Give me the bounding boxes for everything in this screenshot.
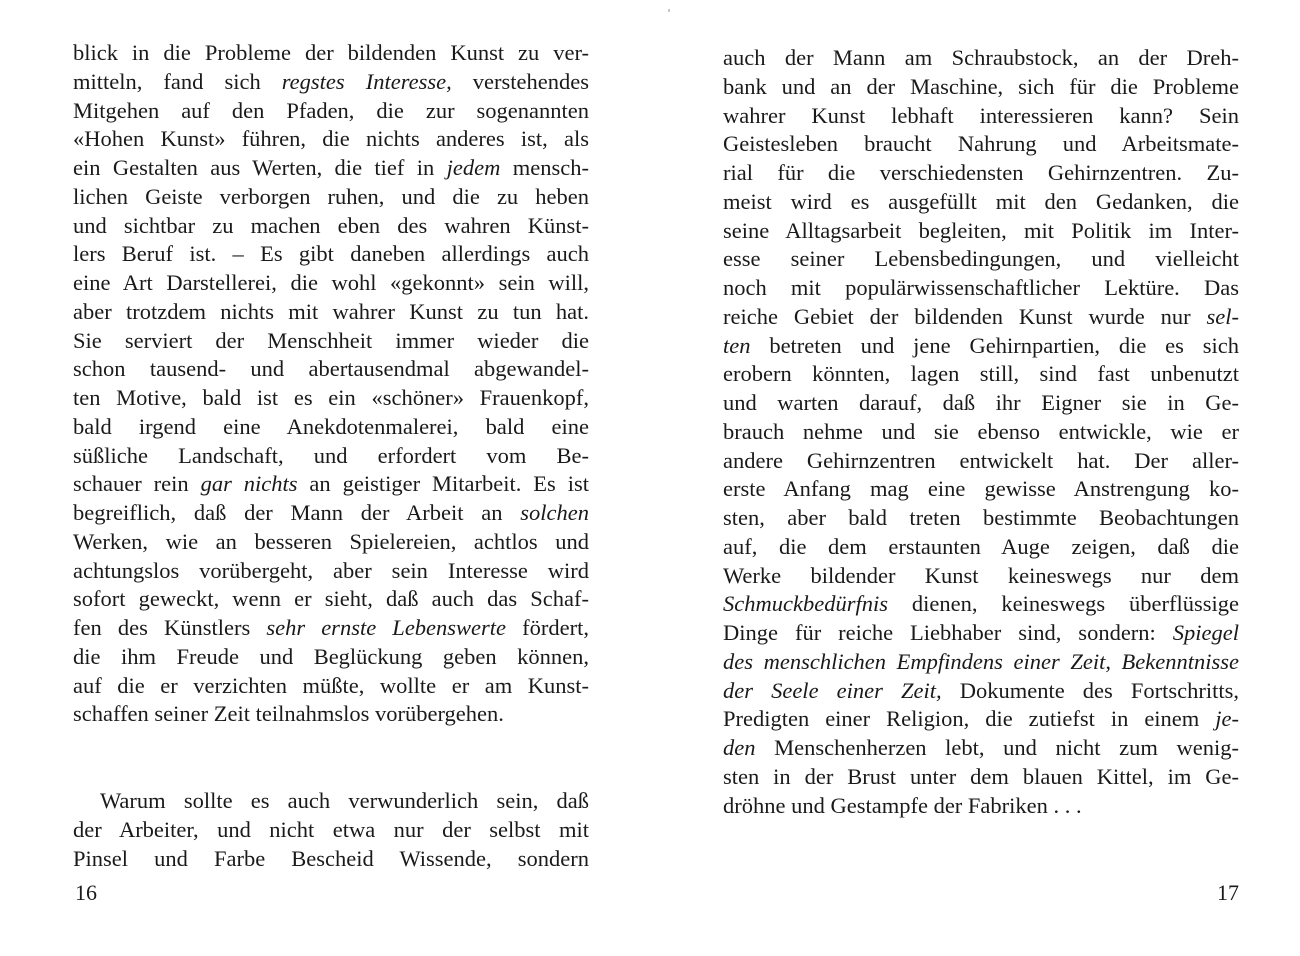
text-line	[73, 154, 589, 183]
text-run: schauer rein	[73, 471, 201, 497]
right-page	[723, 0, 1239, 956]
text-line	[723, 447, 1239, 476]
emphasis-text: der Seele einer Zeit,	[723, 677, 942, 703]
text-run: Pinsel und Farbe Bescheid Wissende, sondern	[73, 845, 589, 871]
text-line	[73, 327, 589, 356]
text-run: erobern könnten, lagen still, sind fast unbenutzt	[723, 361, 1239, 387]
text-run: erste Anfang mag eine gewisse Anstrengung ko-	[723, 476, 1239, 502]
emphasis-text: sel-	[1206, 303, 1239, 329]
text-line	[73, 672, 589, 701]
text-run: Dinge für reiche Liebhaber sind, sondern:	[723, 620, 1173, 645]
text-run: wahrer Kunst lebhaft interessieren kann? Sein	[723, 102, 1239, 128]
emphasis-text: sehr ernste Lebenswerte	[266, 615, 507, 640]
text-run: sten in der Brust unter dem blauen Kittel, im Ge-	[723, 763, 1239, 789]
text-run: «Hohen Kunst» führen, die nichts anderes ist, als	[73, 126, 589, 152]
text-line	[723, 418, 1239, 447]
text-line	[73, 700, 589, 729]
text-line	[723, 360, 1239, 389]
text-line	[723, 763, 1239, 792]
text-run: Dokumente des Fortschritts,	[941, 677, 1239, 703]
text-line	[723, 590, 1239, 619]
text-run: ten Motive, bald ist es ein «schöner» Frauenkopf,	[73, 385, 589, 410]
text-run: Mitgehen auf den Pfaden, die zur sogenannten	[73, 97, 589, 123]
text-line	[73, 384, 589, 413]
text-line	[723, 389, 1239, 418]
scan-speck	[668, 9, 670, 12]
text-run: aber trotzdem nichts mit wahrer Kunst zu tun hat.	[73, 298, 589, 324]
text-run: bank und an der Maschine, sich für die Probleme	[723, 73, 1239, 99]
emphasis-text: regstes Interesse,	[281, 68, 452, 94]
text-run: eine Art Darstellerei, die wohl «gekonnt» sein will,	[73, 270, 589, 295]
left-page	[73, 0, 589, 956]
text-run: und sichtbar zu machen eben des wahren Künst-	[73, 212, 589, 238]
text-run: verstehendes	[451, 68, 590, 94]
text-run: lichen Geiste verborgen ruhen, und die zu heben	[73, 183, 589, 209]
text-run: und warten darauf, daß ihr Eigner sie in Ge-	[723, 390, 1239, 415]
emphasis-text: gar nichts	[200, 471, 298, 497]
text-run: seine Alltagsarbeit begleiten, mit Politik im Inter-	[723, 217, 1239, 243]
text-run: schon tausend- und abertausendmal abgewandel-	[73, 356, 589, 382]
text-line	[723, 619, 1239, 648]
text-run: Menschenherzen lebt, und nicht zum wenig-	[755, 735, 1239, 760]
text-line	[73, 470, 589, 499]
text-line	[723, 217, 1239, 246]
text-line	[723, 475, 1239, 504]
text-run: mitteln, fand sich	[73, 68, 282, 94]
text-line	[73, 298, 589, 327]
text-line	[723, 332, 1239, 361]
text-line	[73, 643, 589, 672]
text-run: achtungslos vorübergeht, aber sein Interesse wird	[73, 557, 589, 583]
text-line	[73, 97, 589, 126]
emphasis-text: Spiegel	[1172, 620, 1239, 645]
text-run: dienen, keineswegs überflüssige	[887, 591, 1239, 617]
emphasis-text: Schmuckbedürfnis	[723, 591, 888, 617]
text-run: sofort geweckt, wenn er sieht, daß auch das Schaf-	[73, 586, 589, 612]
text-run: Warum sollte es auch verwunderlich sein, daß	[100, 788, 589, 813]
text-run: der Arbeiter, und nicht etwa nur der selbst mit	[73, 816, 589, 842]
text-run: lers Beruf ist. – Es gibt daneben allerdings auch	[73, 241, 589, 267]
text-run: andere Gehirnzentren entwickelt hat. Der aller-	[723, 447, 1239, 473]
left-paragraph-1	[73, 39, 589, 729]
text-run: Sie serviert der Menschheit immer wieder die	[73, 327, 589, 353]
emphasis-text: den	[723, 735, 756, 760]
text-line	[723, 792, 1239, 821]
emphasis-text: jedem	[446, 155, 501, 180]
text-run: fördert,	[506, 615, 590, 640]
text-run: Werke bildender Kunst keineswegs nur dem	[723, 562, 1239, 588]
text-run: auf die er verzichten müßte, wollte er am Kunst-	[73, 672, 589, 698]
text-line	[73, 787, 589, 816]
page-number-right: 17	[1217, 880, 1239, 905]
text-line	[723, 562, 1239, 591]
text-line	[73, 413, 589, 442]
text-run: begreiflich, daß der Mann der Arbeit an	[73, 500, 521, 525]
text-line	[73, 269, 589, 298]
text-line	[723, 245, 1239, 274]
text-line	[723, 677, 1239, 706]
text-run: schaffen seiner Zeit teilnahmslos vorübergehen.	[73, 701, 504, 727]
text-line	[73, 183, 589, 212]
text-run: reiche Gebiet der bildenden Kunst wurde nur	[723, 303, 1207, 329]
text-line	[723, 533, 1239, 562]
text-line	[723, 303, 1239, 332]
text-line	[73, 499, 589, 528]
text-line	[723, 188, 1239, 217]
text-line	[723, 504, 1239, 533]
text-line	[73, 39, 589, 68]
text-run: Geistesleben braucht Nahrung und Arbeitsmate-	[723, 131, 1239, 157]
text-line	[723, 44, 1239, 73]
text-run: die ihm Freude und Beglückung geben können,	[73, 643, 589, 669]
text-run: blick in die Probleme der bildenden Kunst zu ver-	[73, 40, 589, 65]
page-number-left: 16	[75, 880, 97, 905]
text-line	[73, 68, 589, 97]
text-run: meist wird es ausgefüllt mit den Gedanken, die	[723, 188, 1239, 214]
emphasis-text: je-	[1215, 706, 1239, 732]
text-line	[73, 816, 589, 845]
left-paragraph-2	[73, 787, 589, 873]
text-line	[723, 705, 1239, 734]
text-line	[73, 355, 589, 384]
text-line	[73, 125, 589, 154]
text-run: süßliche Landschaft, und erfordert vom Be-	[73, 442, 589, 468]
text-line	[723, 102, 1239, 131]
text-run: bald irgend eine Anekdotenmalerei, bald eine	[73, 413, 589, 439]
text-run: betreten und jene Gehirnpartien, die es sich	[750, 332, 1239, 358]
text-line	[73, 585, 589, 614]
text-line	[73, 528, 589, 557]
text-line	[73, 212, 589, 241]
text-line	[723, 130, 1239, 159]
text-run: esse seiner Lebensbedingungen, und vielleicht	[723, 246, 1239, 272]
text-line	[723, 159, 1239, 188]
text-run: ein Gestalten aus Werten, die tief in	[73, 155, 447, 180]
text-run: noch mit populärwissenschaftlicher Lektüre. Das	[723, 275, 1239, 300]
text-run: brauch nehme und sie ebenso entwickle, wie er	[723, 418, 1239, 444]
emphasis-text: ten	[723, 332, 751, 358]
text-line	[723, 648, 1239, 677]
text-line	[723, 73, 1239, 102]
text-line	[73, 614, 589, 643]
text-run: dröhne und Gestampfe der Fabriken . . .	[723, 792, 1082, 818]
text-line	[73, 845, 589, 874]
text-line	[723, 734, 1239, 763]
text-run: Predigten einer Religion, die zutiefst in einem	[723, 706, 1216, 732]
text-run: an geistiger Mitarbeit. Es ist	[297, 471, 589, 497]
text-run: fen des Künstlers	[73, 615, 267, 640]
text-run: auch der Mann am Schraubstock, an der Dreh-	[723, 45, 1239, 70]
text-run: rial für die verschiedensten Gehirnzentren. Zu-	[723, 160, 1239, 185]
text-line	[723, 274, 1239, 303]
text-run: auf, die dem erstaunten Auge zeigen, daß die	[723, 533, 1239, 559]
text-run: mensch-	[500, 155, 589, 180]
right-paragraph-1	[723, 44, 1239, 820]
text-line	[73, 442, 589, 471]
text-line	[73, 240, 589, 269]
text-run: sten, aber bald treten bestimmte Beobachtungen	[723, 505, 1239, 530]
text-run: Werken, wie an besseren Spielereien, achtlos und	[73, 528, 589, 554]
text-line	[73, 557, 589, 586]
emphasis-text: des menschlichen Empfindens einer Zeit, Bekenntnisse	[723, 648, 1239, 674]
emphasis-text: solchen	[520, 500, 589, 525]
